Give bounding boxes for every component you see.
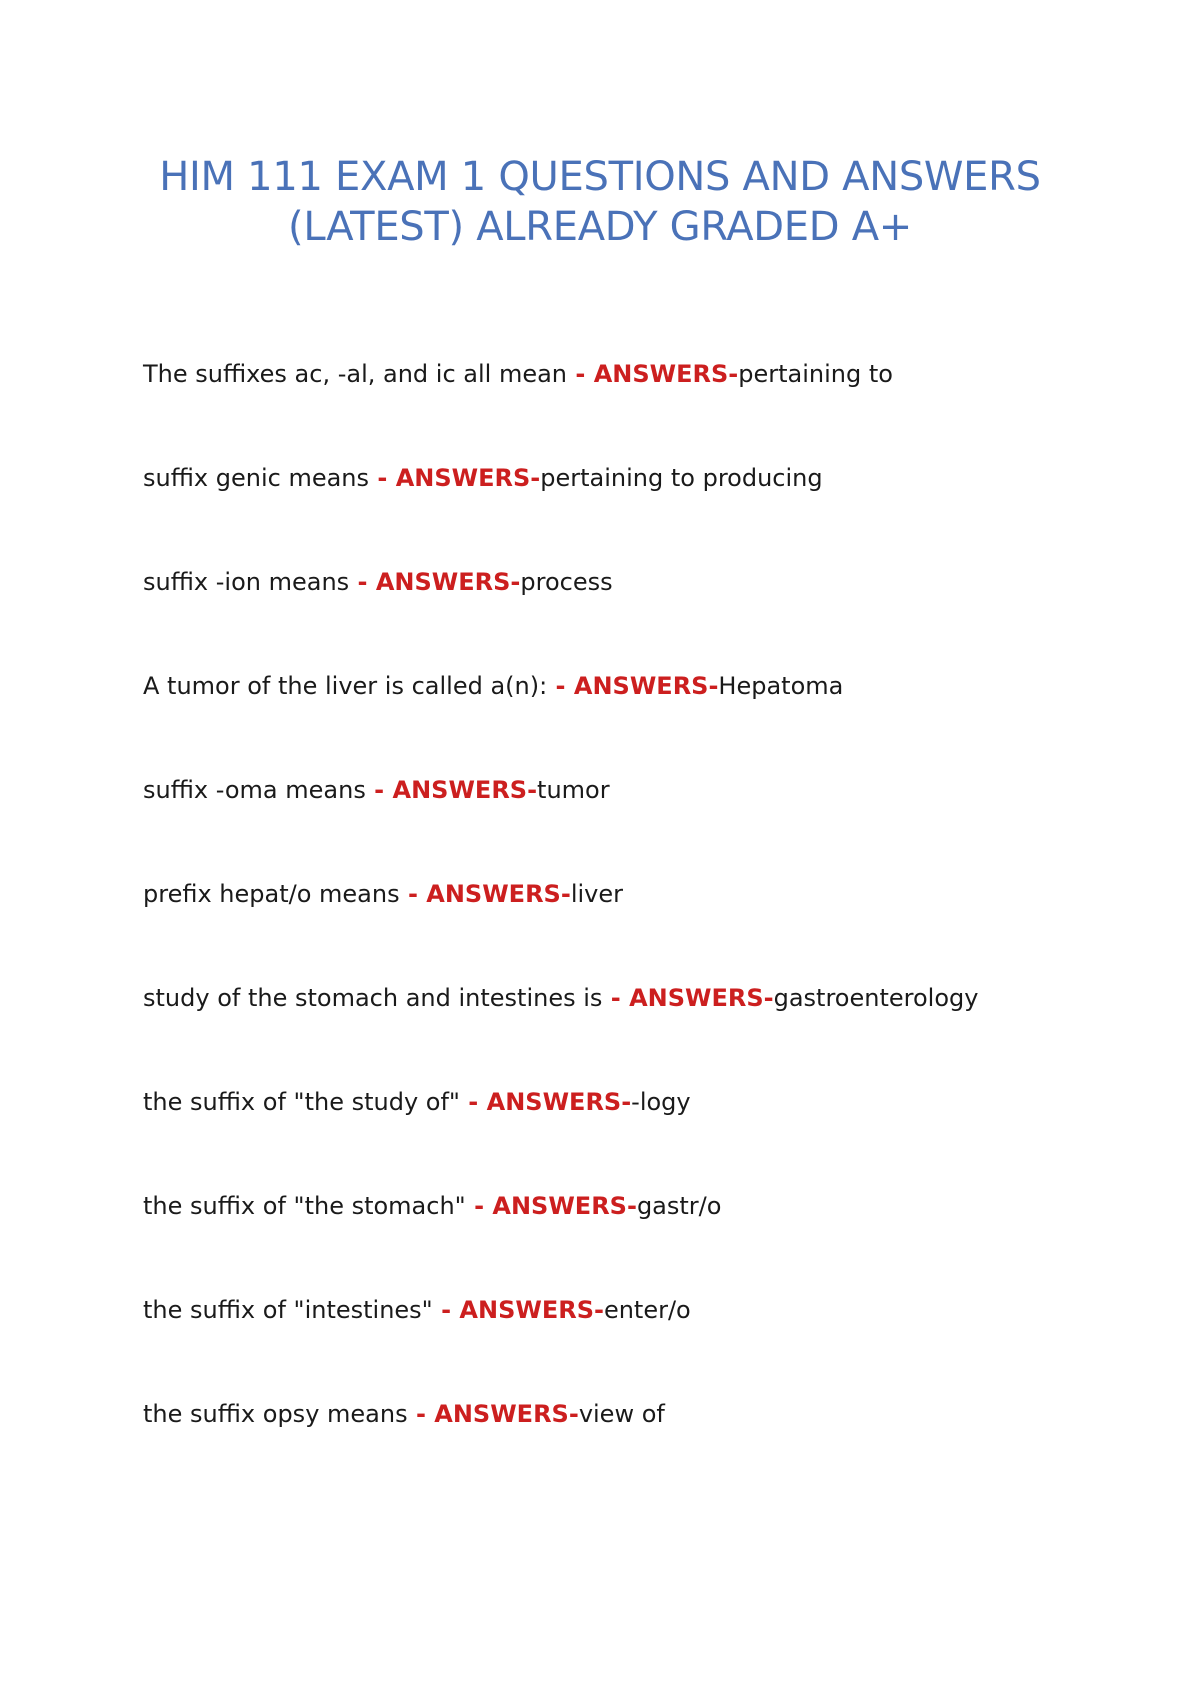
title-line-2: (LATEST) ALREADY GRADED A+	[288, 204, 912, 250]
qa-separator: -	[547, 672, 574, 700]
answer-text: gastr/o	[636, 1192, 722, 1220]
answer-text: -logy	[631, 1088, 691, 1116]
answer-text: tumor	[537, 776, 610, 804]
answer-text: pertaining to	[738, 360, 893, 388]
qa-separator: -	[432, 1296, 460, 1324]
qa-item	[143, 462, 1143, 566]
question-text: The suffixes ac, -al, and ic all mean	[143, 360, 568, 388]
answer-text: enter/o	[603, 1296, 691, 1324]
qa-separator: -	[459, 1088, 487, 1116]
qa-item	[143, 774, 1143, 878]
qa-item	[143, 982, 1143, 1086]
title-line-1: HIM 111 EXAM 1 QUESTIONS AND ANSWERS	[159, 154, 1041, 200]
qa-item	[143, 878, 1143, 982]
qa-item	[143, 1294, 1143, 1398]
answer-marker: ANSWERS-	[593, 360, 739, 388]
qa-item	[143, 670, 1143, 774]
qa-separator: -	[407, 1400, 435, 1428]
qa-separator: -	[399, 880, 427, 908]
answer-marker: ANSWERS-	[375, 568, 521, 596]
answer-marker: ANSWERS-	[434, 1400, 579, 1428]
answer-marker: ANSWERS-	[486, 1088, 632, 1116]
question-text: study of the stomach and intestines is	[143, 984, 603, 1012]
qa-item	[143, 566, 1143, 670]
qa-separator: -	[567, 360, 594, 388]
qa-item	[143, 1398, 1143, 1502]
document-title	[100, 152, 1100, 252]
qa-separator: -	[465, 1192, 493, 1220]
qa-item	[143, 358, 1143, 462]
answer-text: view of	[578, 1400, 665, 1428]
answer-text: Hepatoma	[718, 672, 844, 700]
question-text: suffix -ion means	[143, 568, 350, 596]
answer-marker: ANSWERS-	[392, 776, 538, 804]
question-text: suffix -oma means	[143, 776, 366, 804]
question-text: the suffix opsy means	[143, 1400, 408, 1428]
answer-marker: ANSWERS-	[629, 984, 774, 1012]
question-text: the suffix of "the study of"	[143, 1088, 460, 1116]
answer-marker: ANSWERS-	[395, 464, 541, 492]
answer-text: liver	[570, 880, 623, 908]
question-text: A tumor of the liver is called a(n):	[143, 672, 548, 700]
answer-text: pertaining to producing	[540, 464, 823, 492]
qa-separator: -	[602, 984, 630, 1012]
answer-marker: ANSWERS-	[459, 1296, 604, 1324]
question-text: the suffix of "the stomach"	[143, 1192, 466, 1220]
question-text: suffix genic means	[143, 464, 370, 492]
answer-marker: ANSWERS-	[492, 1192, 637, 1220]
question-text: the suffix of "intestines"	[143, 1296, 433, 1324]
qa-separator: -	[369, 464, 396, 492]
qa-item	[143, 1086, 1143, 1190]
question-text: prefix hepat/o means	[143, 880, 400, 908]
answer-marker: ANSWERS-	[426, 880, 571, 908]
qa-separator: -	[349, 568, 376, 596]
qa-separator: -	[365, 776, 393, 804]
answer-text: process	[520, 568, 613, 596]
qa-item	[143, 1190, 1143, 1294]
answer-marker: ANSWERS-	[573, 672, 719, 700]
answer-text: gastroenterology	[773, 984, 979, 1012]
qa-list	[143, 358, 1143, 1502]
